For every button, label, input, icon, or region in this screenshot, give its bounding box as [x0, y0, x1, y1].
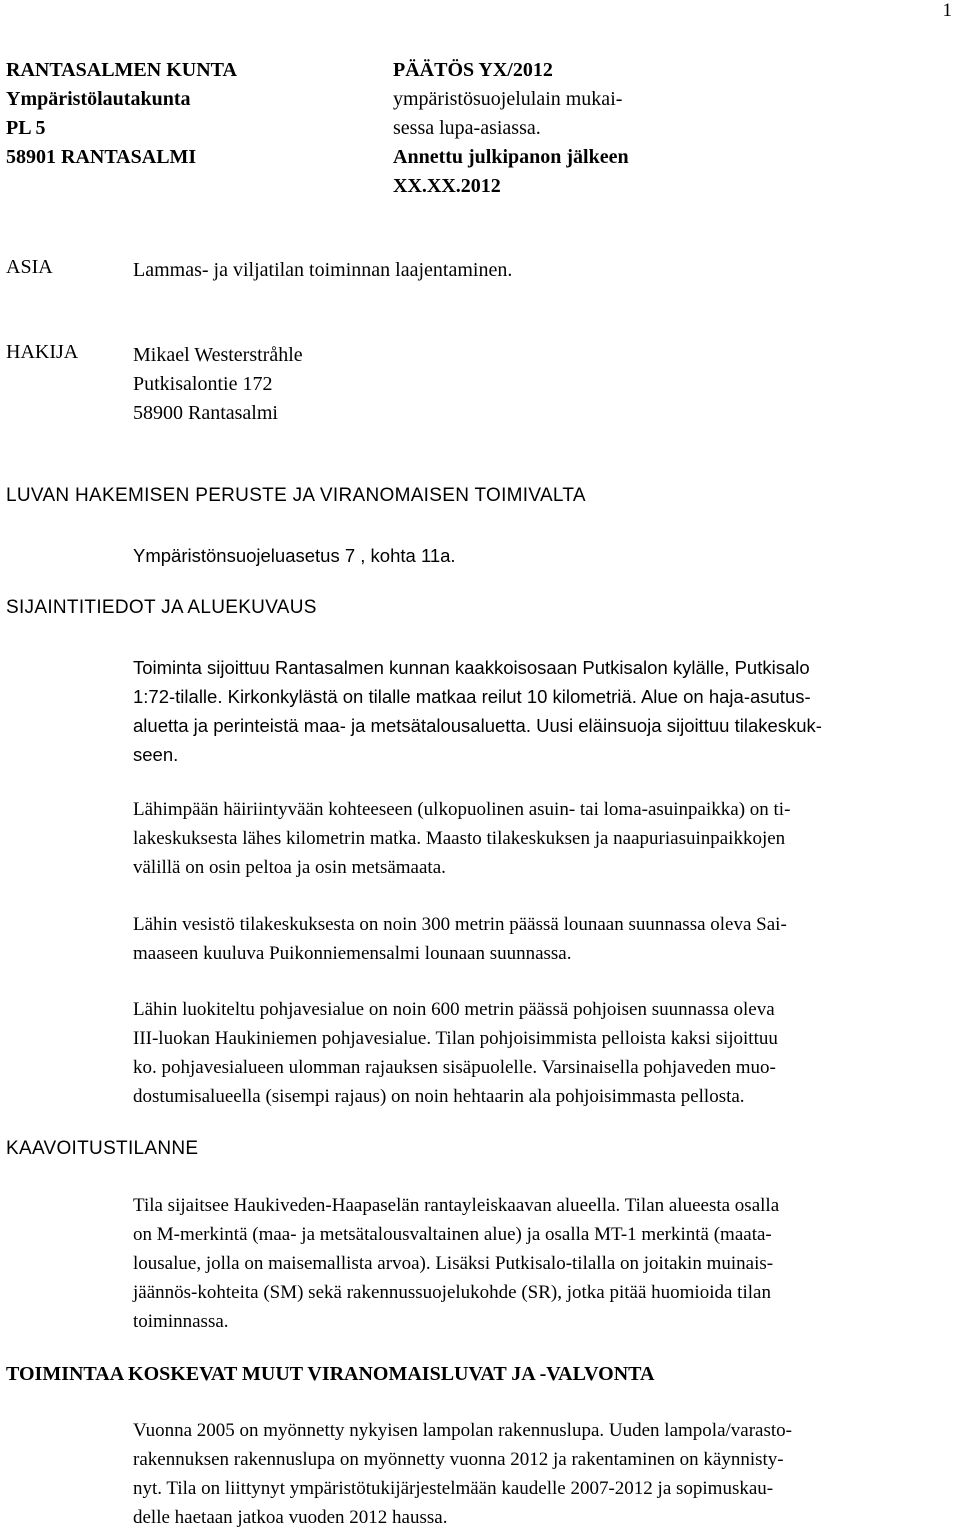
decision-date: XX.XX.2012	[393, 175, 501, 197]
header-postal: 58901 RANTASALMI	[6, 146, 197, 168]
sijainti-heading: SIJAINTITIEDOT JA ALUEKUVAUS	[6, 597, 317, 618]
text-line: Toiminta sijoittuu Rantasalmen kunnan kaakkoisosaan Putkisalon kylälle, Putkisalo	[133, 657, 810, 678]
text-line: III-luokan Haukiniemen pohjavesialue. Tilan pohjoisimmista pelloista kaksi sijoittuu	[133, 1028, 778, 1049]
kaavoitus-paragraph	[133, 1191, 955, 1336]
text-line: Vuonna 2005 on myönnetty nykyisen lampolan rakennuslupa. Uuden lampola/varasto-	[133, 1420, 792, 1441]
header-board: Ympäristölautakunta	[6, 88, 191, 110]
text-line: toiminnassa.	[133, 1311, 229, 1332]
decision-subtitle-1: ympäristösuojelulain mukai-	[393, 88, 623, 110]
header-po-box: PL 5	[6, 117, 46, 139]
text-line: lakeskuksesta lähes kilometrin matka. Maasto tilakeskuksen ja naapuriasuinpaikkojen	[133, 828, 786, 849]
text-line: Lähin vesistö tilakeskuksesta on noin 300 metrin päässä lounaan suunnassa oleva Sai-	[133, 914, 787, 935]
text-line: 1:72-tilalle. Kirkonkylästä on tilalle matkaa reilut 10 kilometriä. Alue on haja-asutus-	[133, 686, 811, 707]
text-line: dostumisalueella (sisempi rajaus) on noin hehtaarin ala pohjoisimmasta pellosta.	[133, 1086, 745, 1107]
hakija-label: HAKIJA	[6, 341, 79, 363]
text-line: nyt. Tila on liittynyt ympäristötukijärjestelmään kaudelle 2007-2012 ja sopimuskau-	[133, 1478, 774, 1499]
text-line: aluetta ja perinteistä maa- ja metsätalousaluetta. Uusi eläinsuoja sijoittuu tilakeskuk-	[133, 715, 822, 736]
sijainti-paragraph-3	[133, 910, 955, 968]
text-line: Lähin luokiteltu pohjavesialue on noin 600 metrin päässä pohjoisen suunnassa oleva	[133, 999, 775, 1020]
decision-subtitle-2: sessa lupa-asiassa.	[393, 117, 541, 139]
text-line: seen.	[133, 744, 179, 765]
kaavoitus-heading: KAAVOITUSTILANNE	[6, 1138, 199, 1159]
applicant-city: 58900 Rantasalmi	[133, 402, 278, 424]
text-line: lousalue, jolla on maisemallista arvoa). Lisäksi Putkisalo-tilalla on joitakin muinais-	[133, 1253, 774, 1274]
page-number: 1	[942, 0, 952, 21]
sijainti-paragraph-1	[133, 653, 955, 769]
muut-luvat-paragraph	[133, 1416, 955, 1532]
text-line: jäännös-kohteita (SM) sekä rakennussuojelukohde (SR), jotka pitää huomioida tilan	[133, 1282, 771, 1303]
decision-publish-note: Annettu julkipanon jälkeen	[393, 146, 629, 168]
text-line: maaseen kuuluva Puikonniemensalmi lounaan suunnassa.	[133, 943, 572, 964]
text-line: Tila sijaitsee Haukiveden-Haapaselän rantayleiskaavan alueella. Tilan alueesta osalla	[133, 1195, 780, 1216]
header-municipality: RANTASALMEN KUNTA	[6, 59, 237, 81]
asia-text: Lammas- ja viljatilan toiminnan laajentaminen.	[133, 259, 513, 281]
header-left	[6, 56, 237, 172]
peruste-heading: LUVAN HAKEMISEN PERUSTE JA VIRANOMAISEN TOIMIVALTA	[6, 485, 586, 506]
text-line: ko. pohjavesialueen ulomman rajauksen sisäpuolelle. Varsinaisella pohjaveden muo-	[133, 1057, 776, 1078]
text-line: on M-merkintä (maa- ja metsätalousvaltainen alue) ja osalla MT-1 merkintä (maata-	[133, 1224, 772, 1245]
header-right	[393, 56, 629, 201]
applicant-name: Mikael Westerstråhle	[133, 344, 303, 366]
applicant-street: Putkisalontie 172	[133, 373, 273, 395]
text-line: rakennuksen rakennuslupa on myönnetty vuonna 2012 ja rakentaminen on käynnisty-	[133, 1449, 784, 1470]
text-line: välillä on osin peltoa ja osin metsämaata.	[133, 857, 446, 878]
text-line: delle haetaan jatkoa vuoden 2012 haussa.	[133, 1507, 448, 1528]
sijainti-paragraph-4	[133, 995, 955, 1111]
decision-title: PÄÄTÖS YX/2012	[393, 59, 553, 81]
muut-luvat-heading: TOIMINTAA KOSKEVAT MUUT VIRANOMAISLUVAT JA -VALVONTA	[6, 1363, 655, 1385]
peruste-text: Ympäristönsuojeluasetus 7 , kohta 11a.	[133, 545, 456, 566]
hakija-address	[133, 341, 955, 428]
asia-label: ASIA	[6, 256, 53, 278]
text-line: Lähimpään häiriintyvään kohteeseen (ulkopuolinen asuin- tai loma-asuinpaikka) on ti-	[133, 799, 791, 820]
sijainti-paragraph-2	[133, 795, 955, 882]
